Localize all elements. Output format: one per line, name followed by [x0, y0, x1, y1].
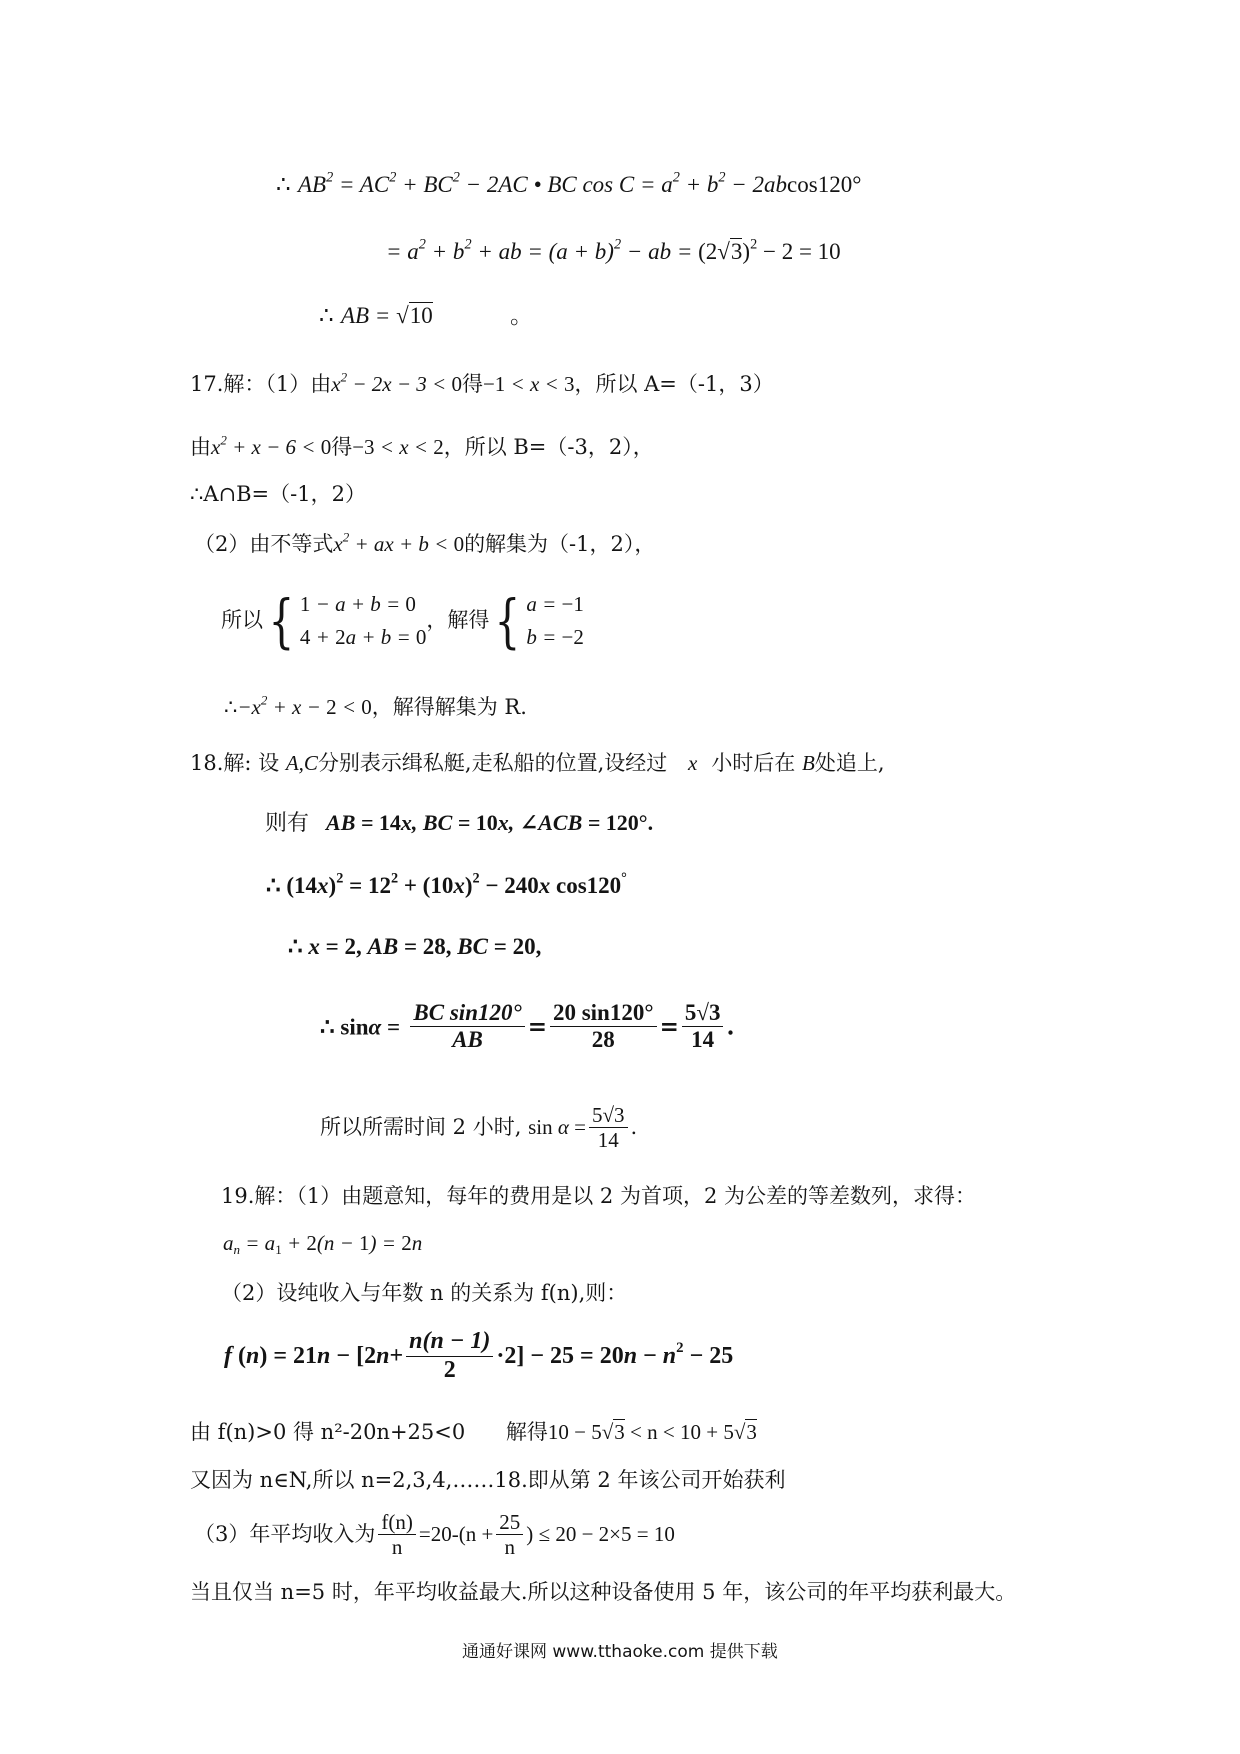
- q19-line-3: （2）设纯收入与年数 n 的关系为 f(n),则：: [221, 1281, 628, 1305]
- q18-solutions: ∴ x = 2, AB = 28, BC = 20,: [288, 934, 542, 959]
- q18-givens: AB = 14x, BC = 10x, ∠ACB = 120°.: [326, 810, 654, 835]
- therefore-symbol: ∴: [319, 303, 334, 329]
- ab-result: AB = √10: [340, 303, 433, 328]
- fn-left: f (n) = 21n − [2n+: [224, 1343, 404, 1370]
- footer-credit: 通通好课网 www.tthaoke.com 提供下载: [462, 1642, 778, 1662]
- fraction-numerator: BC sin120°: [410, 1000, 524, 1027]
- q18-text: 处追上,: [814, 751, 885, 775]
- fraction-denominator: 2: [443, 1356, 456, 1383]
- q17-ineq1: $x^2 - 2x - 3 < 0$: [331, 369, 462, 396]
- q19-text: ) ≤ 20 − 2×5 = 10: [526, 1522, 675, 1547]
- q17-system-2: a = −1 b = −2: [526, 592, 584, 649]
- therefore-symbol: ∴: [224, 695, 238, 719]
- fraction-numerator: 25: [496, 1510, 523, 1535]
- period-mark: .: [630, 1115, 638, 1140]
- q18-line-5: [320, 1000, 734, 1054]
- q19-text: 由 f(n)>0 得 n²-20n+25<0: [190, 1420, 466, 1444]
- q18-text: 分别表示缉私艇,走私船的位置,设经过: [317, 751, 668, 775]
- left-brace-icon: {: [494, 586, 521, 655]
- fraction-denominator: 14: [597, 1128, 619, 1153]
- q19-fn-equation: [224, 1328, 733, 1384]
- q18-point-b: B: [802, 751, 815, 775]
- q19-line-5: 又因为 n∈N,所以 n=2,3,4,……18.即从第 2 年该公司开始获利: [190, 1468, 786, 1492]
- prev-line-3: [319, 304, 533, 328]
- q17-line-3: ∴A∩B=（-1，2）: [190, 482, 366, 506]
- q19-text: 解得: [505, 1420, 548, 1444]
- q17-set-a: ，所以 A=（-1，3）: [574, 372, 774, 396]
- fn-right: $\cdot 2] - 25 = 20n - n^2 - 25$: [496, 1339, 734, 1370]
- law-of-cosines-equation: $AB^2 = AC^2 + BC^2 - 2AC$ • BC $\cos C = a^2 + b^2 - 2abcos120^\circ$: [297, 169, 862, 197]
- q19-line-4: [190, 1422, 757, 1443]
- q19-line-6: [194, 1510, 675, 1559]
- q19-avg-fraction: [378, 1510, 415, 1559]
- q19-line-1: 19.解：（1）由题意知，每年的费用是以 2 为首项，2 为公差的等差数列，求得：: [221, 1184, 977, 1208]
- q18-final-fraction: [589, 1103, 628, 1152]
- fraction-numerator: f(n): [378, 1510, 415, 1535]
- q17-line-2: [190, 432, 654, 459]
- fn-fraction: [406, 1328, 493, 1384]
- fraction-numerator: n(n − 1): [406, 1328, 493, 1357]
- therefore-symbol: ∴: [276, 172, 291, 198]
- q19-text: （3）年平均收入为: [194, 1522, 376, 1547]
- fraction-numerator: 20 sin120°: [550, 1000, 657, 1027]
- q17-text: 得: [461, 372, 483, 396]
- q17-res2: −3 < x < 2: [352, 435, 444, 459]
- left-brace-icon: {: [268, 586, 295, 655]
- q17-text: 由: [190, 435, 211, 459]
- q17-line-6: [224, 692, 527, 719]
- q19-25-over-n: [496, 1510, 523, 1559]
- equals-sign: =: [527, 1013, 547, 1041]
- fraction-denominator: 28: [591, 1027, 615, 1053]
- q18-text: 小时后在: [711, 751, 796, 775]
- q19-text: =20-(n +: [418, 1522, 494, 1547]
- q18-line-2: [265, 812, 653, 835]
- q19-line-7: 当且仅当 n=5 时，年平均收益最大.所以这种设备使用 5 年，该公司的年平均获利最大。: [190, 1580, 1017, 1604]
- q18-sin-label: sin α =: [528, 1115, 586, 1140]
- q18-line-6: [320, 1103, 637, 1152]
- q17-text: 的解集为（-1，2），: [464, 532, 656, 556]
- q19-an-formula: $a_n = a_1 + 2(n - 1) = 2n$: [223, 1231, 423, 1257]
- equals-sign: =: [659, 1013, 679, 1041]
- fraction-denominator: n: [504, 1535, 516, 1560]
- q17-text: 所以: [221, 608, 263, 633]
- q17-res1: −1 < x < 3: [482, 372, 575, 396]
- fraction-denominator: n: [391, 1535, 403, 1560]
- expansion-equation: = $a^2 + b^2$ + ab = $(a + b)^2$ − ab = $(2√3)^2 - 2 = 10$: [386, 236, 841, 264]
- q17-systems: [221, 588, 584, 660]
- q17-text: （2）由不等式: [194, 532, 334, 556]
- q17-text: ，解得解集为 R.: [371, 695, 527, 719]
- q17-system-1: 1 − a + b = 0 4 + 2a + b = 0: [299, 592, 427, 649]
- q17-set-b: ，所以 B=（-3，2），: [443, 435, 654, 459]
- q18-line-4: [288, 935, 541, 959]
- q18-cosine-law: ∴ $(14x)^2 = 12^2 + (10x)^2 - 240x$ cos120°: [266, 870, 627, 898]
- q17-line-1: [190, 369, 774, 396]
- q18-fraction-1: [410, 1000, 524, 1054]
- q17-ineq3: $x^2$ + ax + b < 0: [333, 529, 465, 556]
- fraction-denominator: 14: [691, 1027, 715, 1053]
- q18-points: A,C: [285, 751, 318, 775]
- q18-fraction-3: [682, 1000, 724, 1054]
- q18-text: 所以所需时间 2 小时,: [320, 1115, 522, 1140]
- q17-ineq2: $x^2 + x - 6 < 0$: [211, 432, 332, 459]
- q18-sin-head: ∴ sinα =: [320, 1014, 401, 1040]
- q18-text: 则有: [265, 811, 310, 836]
- period-mark: .: [726, 1013, 735, 1041]
- fraction-denominator: AB: [452, 1027, 483, 1053]
- q17-line-4: [194, 529, 656, 556]
- period-mark: 。: [510, 303, 534, 329]
- q17-ineq4: $-x^2 + x - 2 < 0$: [237, 692, 372, 719]
- q18-fraction-2: [550, 1000, 657, 1054]
- q19-range: 10 − 5√3 < n < 10 + 5√3: [547, 1420, 757, 1444]
- q18-line-1: [190, 753, 885, 774]
- q18-heading: 18.解: 设: [190, 751, 280, 775]
- q17-text: 得: [331, 435, 353, 459]
- fraction-numerator: 5√3: [682, 1000, 724, 1027]
- q18-variable: x: [687, 751, 698, 775]
- q18-line-3: [266, 870, 627, 898]
- q17-text: ，解得: [426, 608, 490, 633]
- prev-line-1: [276, 169, 862, 198]
- fraction-numerator: 5√3: [589, 1103, 628, 1128]
- q17-heading: 17.解：（1）由: [190, 372, 332, 396]
- prev-line-2: [386, 236, 841, 264]
